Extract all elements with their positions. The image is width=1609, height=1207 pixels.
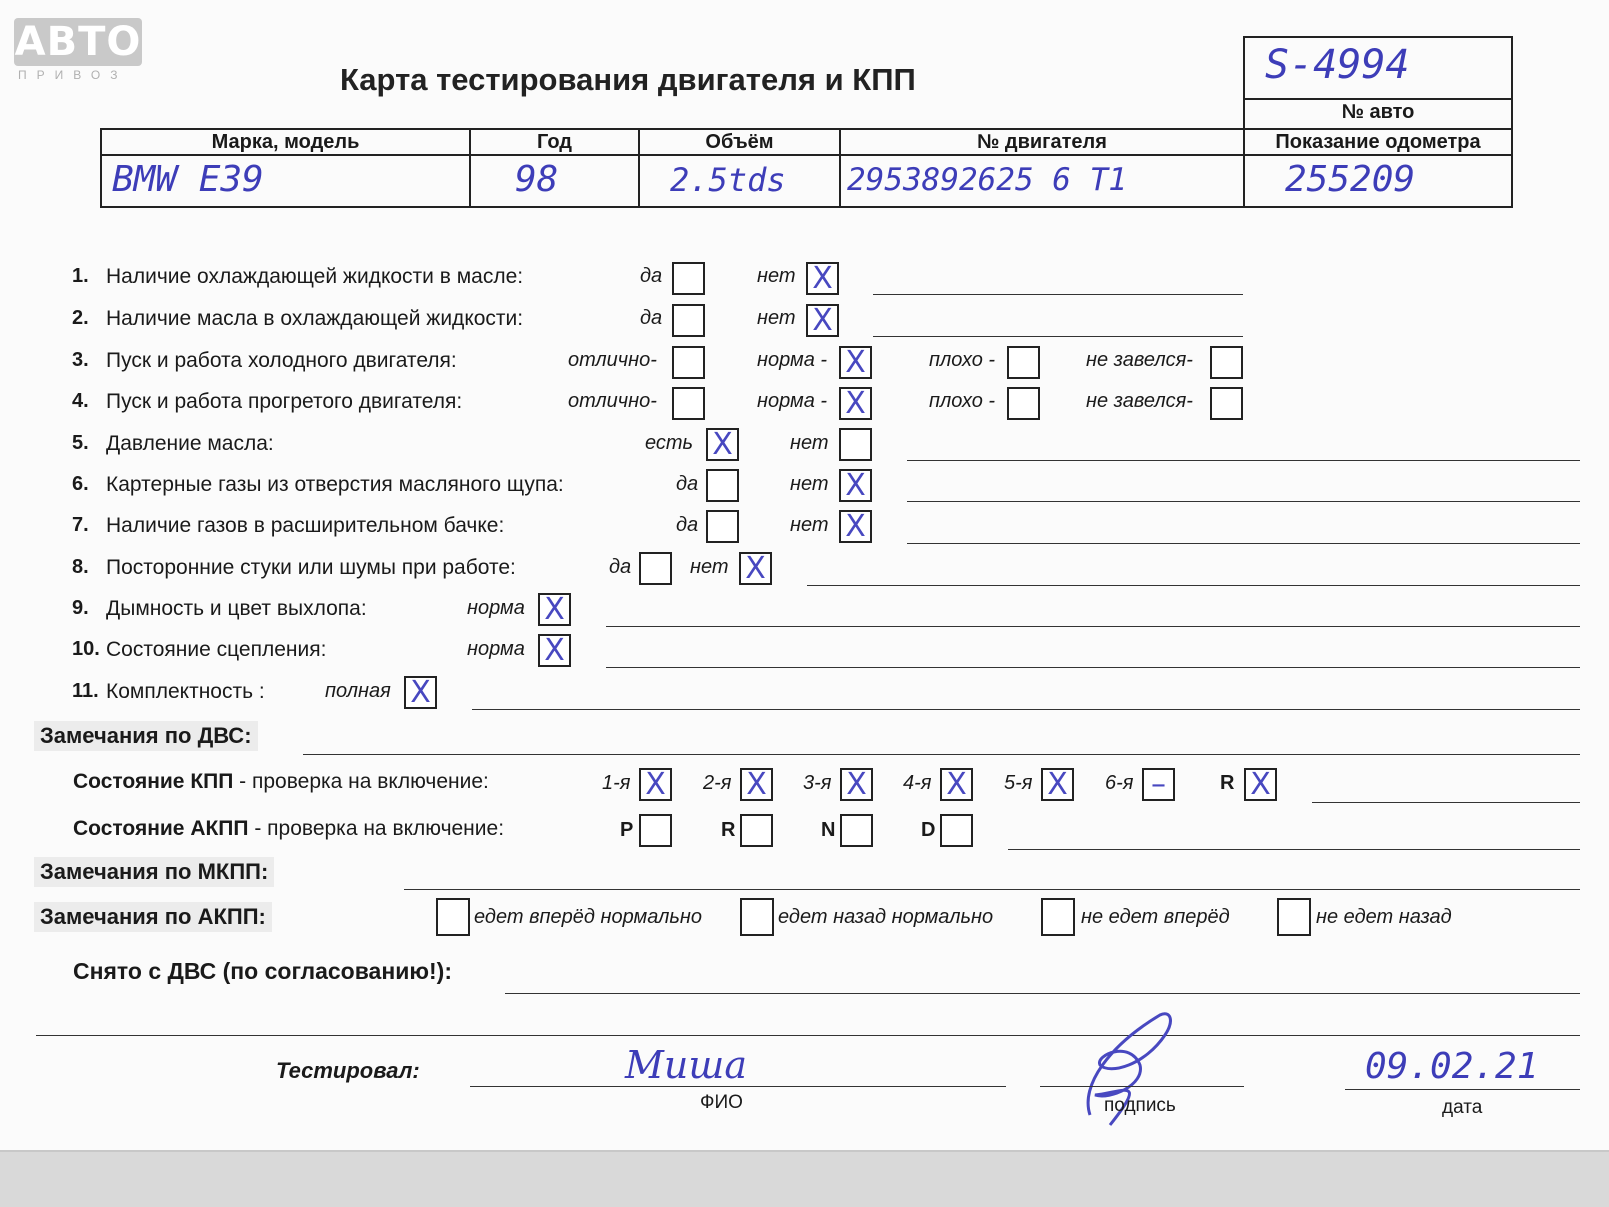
fio-caption: ФИО (700, 1092, 743, 1113)
gear-checkbox[interactable]: X (1041, 768, 1074, 801)
checkbox[interactable]: X (806, 304, 839, 337)
checkbox[interactable] (1007, 346, 1040, 379)
gear-checkbox[interactable]: – (1142, 768, 1175, 801)
checkbox[interactable] (1210, 346, 1243, 379)
option-label: нет (790, 432, 829, 454)
item-number: 4. (72, 390, 89, 412)
option-label: нет (790, 514, 829, 536)
item-text: Наличие масла в охлаждающей жидкости: (106, 307, 524, 330)
gear-label: 3-я (803, 772, 832, 794)
item-text: Пуск и работа прогретого двигателя: (106, 390, 463, 413)
akpp-mode-label: P (620, 819, 634, 841)
akpp-bold: Состояние АКПП (73, 817, 249, 840)
option-label: норма (467, 638, 525, 660)
akpp-mode-label: D (921, 819, 936, 841)
checkbox[interactable]: X (706, 428, 739, 461)
tested-label: Тестировал: (276, 1058, 420, 1083)
remarks-mkpp-label: Замечания по МКПП: (34, 857, 274, 887)
akpp-remark-label: едет вперёд нормально (474, 906, 703, 928)
engine-value: 2953892625 6 T1 (839, 154, 1245, 208)
option-label: отлично- (568, 349, 657, 371)
gear-label: 1-я (602, 772, 631, 794)
item-text: Состояние сцепления: (106, 638, 327, 661)
option-label: норма (467, 597, 525, 619)
volume-value: 2.5tds (638, 154, 841, 208)
removed-bold: Снято с ДВС (73, 958, 217, 984)
checkbox[interactable] (706, 469, 739, 502)
akpp-rest: - проверка на включение: (248, 817, 505, 840)
gear-label: 4-я (903, 772, 932, 794)
option-label: плохо - (929, 349, 996, 371)
checkbox[interactable] (639, 552, 672, 585)
item-text: Давление масла: (106, 432, 274, 455)
checkbox[interactable]: X (538, 634, 571, 667)
akpp-remark-checkbox[interactable] (436, 898, 470, 936)
checkbox[interactable]: X (839, 387, 872, 420)
comment-line (907, 460, 1580, 461)
akpp-remark-label: не едет назад (1316, 906, 1452, 928)
item-text: Пуск и работа холодного двигателя: (106, 349, 457, 372)
checkbox[interactable]: X (839, 510, 872, 543)
car-number-cell (1243, 36, 1513, 100)
comment-line (36, 1035, 1580, 1036)
akpp-checkbox[interactable] (740, 814, 773, 847)
akpp-remark-checkbox[interactable] (1041, 898, 1075, 936)
akpp-remark-label: не едет вперёд (1081, 906, 1230, 928)
checkbox[interactable] (839, 428, 872, 461)
item-text: Дымность и цвет выхлопа: (106, 597, 367, 620)
fio-line (470, 1086, 1006, 1087)
akpp-mode-label: N (821, 819, 836, 841)
year-header: Год (469, 128, 640, 156)
item-number: 10. (72, 638, 100, 660)
checkbox[interactable]: X (404, 676, 437, 709)
remarks-dvs-label: Замечания по ДВС: (34, 721, 258, 751)
comment-line (606, 626, 1580, 627)
checkbox[interactable] (672, 346, 705, 379)
checkbox[interactable] (1210, 387, 1243, 420)
option-label: норма - (757, 390, 828, 412)
gear-label: 5-я (1004, 772, 1033, 794)
gear-checkbox[interactable]: X (1244, 768, 1277, 801)
page-title: Карта тестирования двигателя и КПП (340, 62, 916, 97)
option-label: нет (690, 556, 729, 578)
removed-rest: (по согласованию!): (216, 958, 452, 984)
checkbox[interactable] (672, 262, 705, 295)
gear-checkbox[interactable]: X (740, 768, 773, 801)
odometer-value: 255209 (1243, 154, 1513, 208)
test-date-value: 09.02.21 (1365, 1046, 1539, 1087)
gear-checkbox[interactable]: X (940, 768, 973, 801)
item-number: 5. (72, 432, 89, 454)
comment-line (907, 501, 1580, 502)
akpp-label (73, 817, 504, 841)
item-text: Наличие охлаждающей жидкости в масле: (106, 265, 524, 288)
akpp-remark-checkbox[interactable] (740, 898, 774, 936)
comment-line (907, 543, 1580, 544)
engine-header: № двигателя (839, 128, 1245, 156)
logo-sub: ПРИВОЗ (18, 68, 128, 82)
car-number-value: S-4994 (1265, 42, 1410, 88)
item-text: Посторонние стуки или шумы при работе: (106, 556, 516, 579)
comment-line (807, 585, 1580, 586)
option-label: плохо - (929, 390, 996, 412)
comment-line (873, 294, 1243, 295)
item-text: Наличие газов в расширительном бачке: (106, 514, 505, 537)
gear-checkbox[interactable]: X (840, 768, 873, 801)
option-label: полная (325, 680, 391, 702)
checkbox[interactable]: X (739, 552, 772, 585)
checkbox[interactable]: X (806, 262, 839, 295)
option-label: да (676, 473, 699, 495)
option-label: да (676, 514, 699, 536)
option-label: нет (757, 307, 796, 329)
checkbox[interactable] (1007, 387, 1040, 420)
brand-header: Марка, модель (100, 128, 471, 156)
year-value: 98 (469, 154, 640, 208)
sign-caption: подпись (1104, 1095, 1176, 1116)
option-label: есть (645, 432, 694, 454)
removed-label (73, 958, 452, 985)
checkbox[interactable] (706, 510, 739, 543)
avto-privoz-logo (14, 18, 142, 82)
gear-label: R (1220, 772, 1235, 794)
option-label: не завелся- (1086, 390, 1193, 412)
option-label: да (609, 556, 632, 578)
checkbox[interactable] (672, 387, 705, 420)
option-label: да (640, 307, 663, 329)
tester-name: Миша (625, 1043, 748, 1087)
option-label: нет (757, 265, 796, 287)
remarks-akpp-label: Замечания по АКПП: (34, 902, 272, 932)
item-number: 9. (72, 597, 89, 619)
gear-checkbox[interactable]: X (639, 768, 672, 801)
odometer-header: Показание одометра (1243, 128, 1513, 156)
checkbox[interactable] (672, 304, 705, 337)
sign-line (1040, 1086, 1244, 1087)
akpp-checkbox[interactable] (940, 814, 973, 847)
option-label: да (640, 265, 663, 287)
kpp-bold: Состояние КПП (73, 770, 234, 793)
checkbox[interactable]: X (839, 346, 872, 379)
item-text: Комплектность : (106, 680, 265, 703)
checkbox[interactable]: X (538, 593, 571, 626)
item-number: 8. (72, 556, 89, 578)
item-number: 6. (72, 473, 89, 495)
akpp-remark-label: едет назад нормально (778, 906, 994, 928)
akpp-checkbox[interactable] (639, 814, 672, 847)
item-number: 2. (72, 307, 89, 329)
akpp-remark-checkbox[interactable] (1277, 898, 1311, 936)
comment-line (1008, 849, 1580, 850)
item-number: 7. (72, 514, 89, 536)
comment-line (1312, 802, 1580, 803)
option-label: отлично- (568, 390, 657, 412)
checkbox[interactable]: X (839, 469, 872, 502)
option-label: норма - (757, 349, 828, 371)
item-number: 1. (72, 265, 89, 287)
comment-line (606, 667, 1580, 668)
item-number: 3. (72, 349, 89, 371)
akpp-checkbox[interactable] (840, 814, 873, 847)
option-label: не завелся- (1086, 349, 1193, 371)
kpp-rest: - проверка на включение: (233, 770, 489, 793)
date-caption: дата (1442, 1097, 1483, 1118)
comment-line (873, 336, 1243, 337)
comment-line (505, 993, 1580, 994)
comment-line (472, 709, 1580, 710)
comment-line (303, 754, 1580, 755)
comment-line (404, 889, 1580, 890)
option-label: нет (790, 473, 829, 495)
car-number-label: № авто (1243, 98, 1513, 128)
date-line (1345, 1089, 1580, 1090)
brand-value: BMW E39 (100, 154, 471, 208)
item-number: 11. (72, 680, 99, 702)
volume-header: Объём (638, 128, 841, 156)
akpp-mode-label: R (721, 819, 736, 841)
gear-label: 6-я (1105, 772, 1134, 794)
kpp-label (73, 770, 489, 794)
logo-main: АВТО (14, 19, 142, 65)
item-text: Картерные газы из отверстия масляного щупа: (106, 473, 564, 496)
gear-label: 2-я (703, 772, 732, 794)
